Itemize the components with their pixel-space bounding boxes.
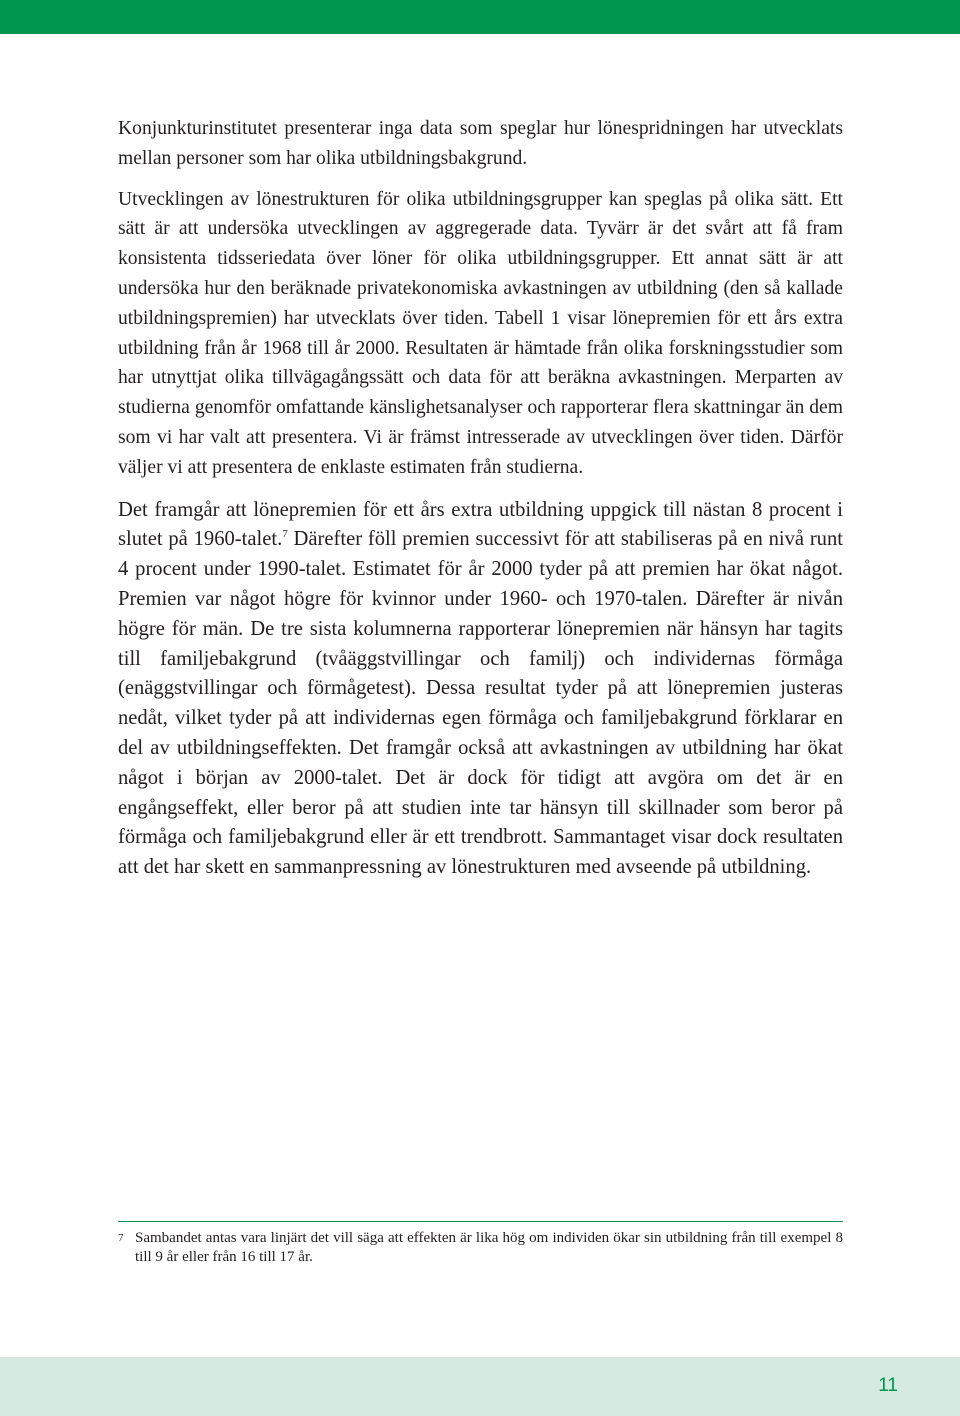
top-accent-bar: [0, 0, 960, 34]
footnote-reference[interactable]: 7: [282, 528, 288, 541]
paragraph-3: [118, 496, 843, 883]
footnote-text: Sambandet antas vara linjärt det vill säga att effekten är lika hög om individen ökar sin utbildning från till exempel 8 till 9 år eller från 16 till 17 år.: [135, 1230, 843, 1265]
paragraph-1: Konjunkturinstitutet presenterar inga data som speglar hur lönespridningen har utvecklats mellan personer som har olika utbildningsbakgrund.: [118, 118, 843, 169]
body-text: [118, 114, 843, 896]
footnote: [118, 1229, 843, 1267]
footnote-divider: [118, 1221, 843, 1222]
paragraph-3-start: Det framgår att lönepremien för ett års extra utbildning uppgick till nästan 8 procent i slutet på 1960-talet.: [118, 498, 843, 551]
paragraph-2: Utvecklingen av lönestrukturen för olika utbildningsgrupper kan speglas på olika sätt. Ett sätt är att undersöka utvecklingen av aggregerade data. Tyvärr är det svårt att få fram konsistenta tidsseriedata över löner för olika utbildningsgrupper. Ett annat sätt är att undersöka hur den beräknade privatekonomiska avkastningen av utbildning (den så kallade utbildningspremien) har utvecklats över tiden. Tabell 1 visar lönepremien för ett års extra utbildning från år 1968 till år 2000. Resultaten är hämtade från olika forskningsstudier som har utnyttjat olika tillvägagångssätt och data för att beräkna avkastningen. Merparten av studierna genomför omfattande känslighetsanalyser och rapporterar flera skattningar än dem som vi har valt att presentera. Vi är främst intresserade av utvecklingen över tiden. Därför väljer vi att presentera de enklaste estimaten från studierna.: [118, 188, 843, 478]
footnote-number: 7: [118, 1232, 124, 1244]
page-number: 11: [878, 1375, 898, 1396]
paragraph-3-rest: Därefter föll premien successivt för att stabiliseras på en nivå runt 4 procent under 1990-talet. Estimatet för år 2000 tyder på att premien har ökat något. Premien var något högre för kvinnor under 1960- och 1970-talen. Därefter är nivån högre för män. De tre sista kolumnerna rapporterar lönepremien när hänsyn har tagits till familjebakgrund (tvåäggstvillingar och familj) och individernas förmåga (enäggstvillingar och förmågetest). Dessa resultat tyder på att lönepremien justeras nedåt, vilket tyder på att individernas egen förmåga och familjebakgrund förklarar en del av utbildningseffekten. Det framgår också att avkastningen av utbildning har ökat något i början av 2000-talet. Det är dock för tidigt att avgöra om det är en engångseffekt, eller beror på att studien inte tar hänsyn till skillnader som beror på förmåga och familjebakgrund eller är ett trendbrott. Sammantaget visar dock resultaten att det har skett en sammanpressning av lönestrukturen med avseende på utbildning.: [118, 528, 843, 879]
footer-band: [0, 1357, 960, 1416]
